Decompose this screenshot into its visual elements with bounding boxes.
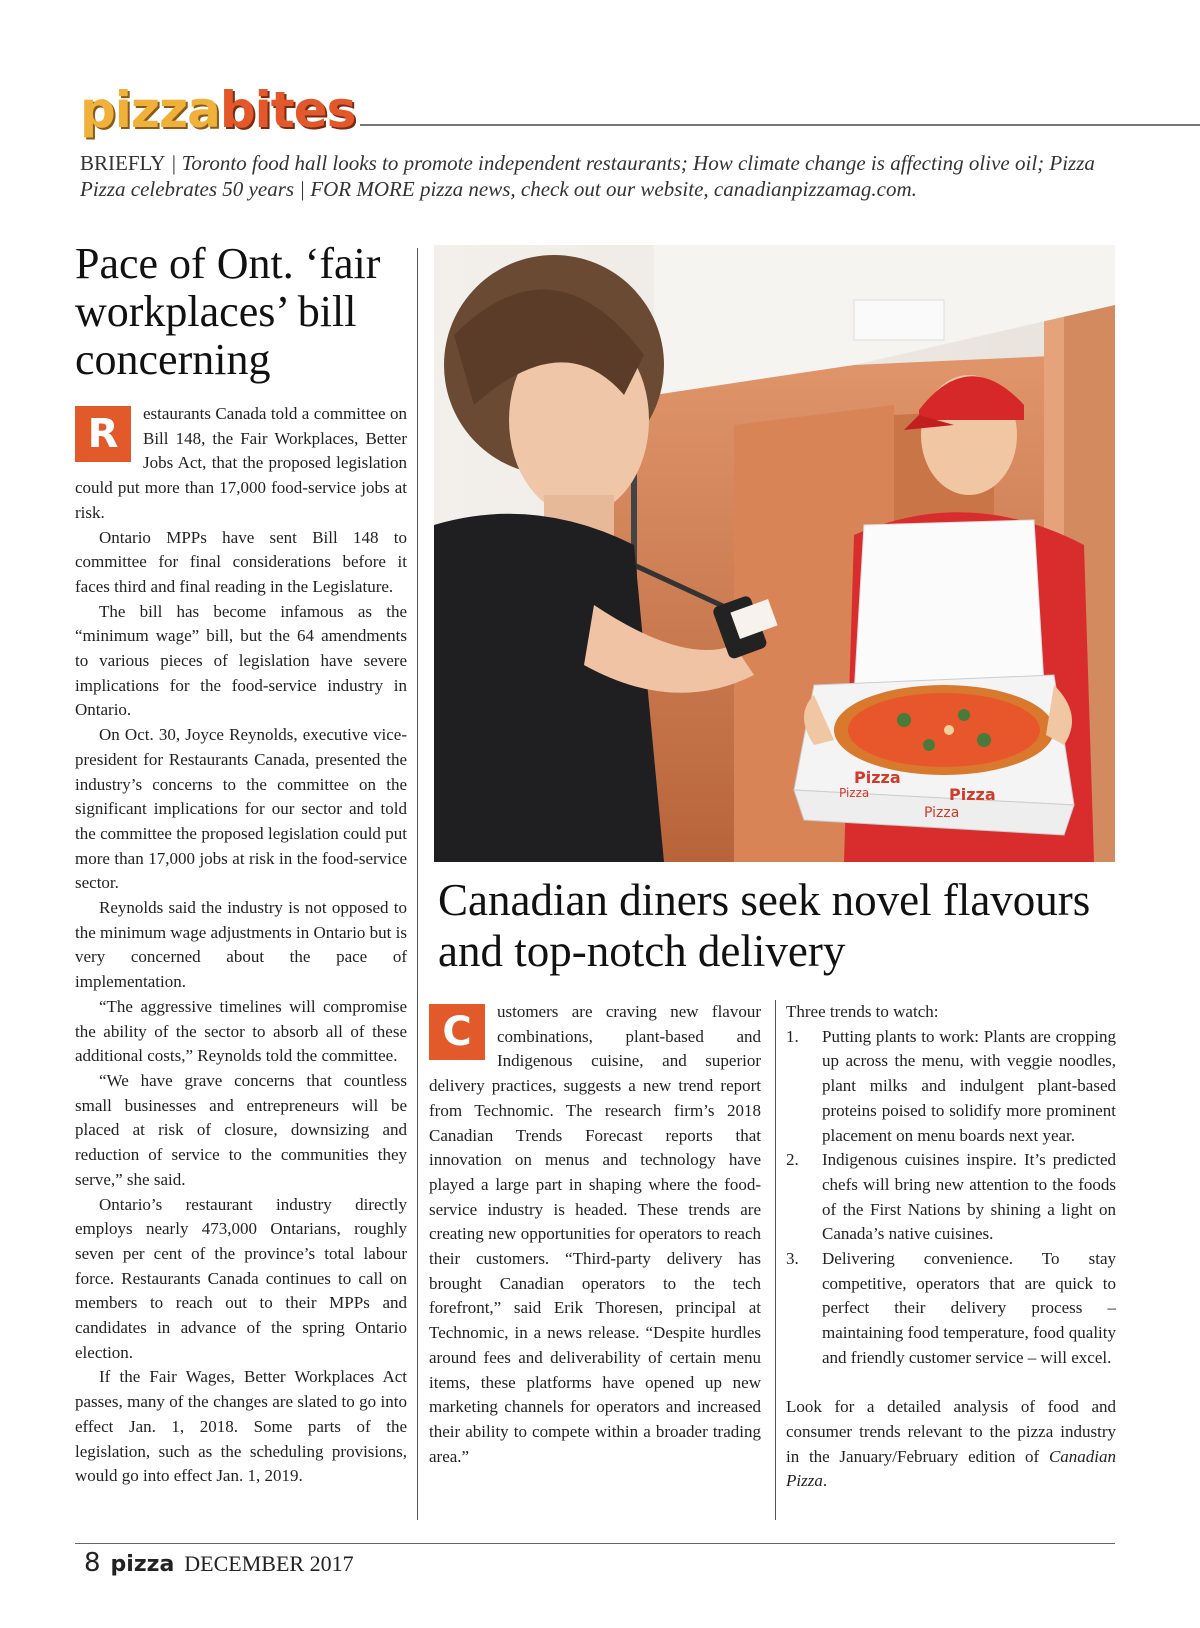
box-label: Pizza: [949, 785, 996, 804]
article2-column-1: [429, 1000, 761, 1469]
article1-body: [75, 402, 407, 1489]
box-label: Pizza: [839, 786, 870, 800]
briefly-summary: [80, 150, 1120, 202]
article1-paragraph: Ontario’s restaurant industry directly employs nearly 473,000 Ontarians, roughly seven per cent of the province’s total labour force. Restaurants Canada continues to call on members to reach out to their MPPs and candidates in advance of the spring Ontario election.: [75, 1194, 407, 1362]
column-divider: [775, 1000, 776, 1520]
box-label: Pizza: [854, 768, 901, 787]
trend-item: 2. Indigenous cuisines inspire. It’s predicted chefs will bring new attention to the foods of the First Nations by shining a light on Canada’s native cuisines.: [786, 1150, 1116, 1244]
footer-rule: [75, 1543, 1115, 1544]
article1-paragraph: R estaurants Canada told a committee on Bill 148, the Fair Workplaces, Better Jobs Act, that the proposed legislation could put more than 17,000 food-service jobs at risk.: [75, 404, 407, 522]
article1-paragraph: Ontario MPPs have sent Bill 148 to committee for final considerations before it faces third and final reading in the Legislature.: [75, 527, 407, 596]
page-footer: [84, 1548, 354, 1578]
article1-paragraph: “The aggressive timelines will compromise the ability of the sector to absorb all of these additional costs,” Reynolds told the committee.: [75, 996, 407, 1066]
closing-paragraph: Look for a detailed analysis of food and consumer trends relevant to the pizza industry in the January/February edition of Canadian Pizza.: [786, 1397, 1116, 1491]
article2-paragraph: C ustomers are craving new flavour combinations, plant-based and Indigenous cuisine, and superior delivery practices, suggests a new trend report from Technomic. The research firm’s 2018 Canadian Trends Forecast reports that innovation on menus and technology have played a large part in shaping where the food-service industry is headed. These trends are creating new opportunities for operators to reach their customers. “Third-party delivery has brought Canadian operators to the tech forefront,” said Erik Thoresen, principal at Technomic, in a news release. “Despite hurdles around fees and deliverability of certain menu items, these platforms have opened up new marketing channels for operators and increased their ability to compete within a broader trading area.”: [429, 1002, 761, 1466]
magazine-name: pizza: [110, 1552, 175, 1577]
article1-paragraph: If the Fair Wages, Better Workplaces Act passes, many of the changes are slated to go into effect Jan. 1, 2018. Some parts of the legislation, such as the scheduling provisions, would go into effect Jan. 1, 2019.: [75, 1367, 407, 1486]
dropcap-r: R: [75, 406, 131, 462]
pizzabites-logo: pizzabites: [80, 81, 356, 139]
photo-illustration: [434, 245, 1115, 862]
briefly-label: BRIEFLY: [80, 151, 166, 175]
box-label: Pizza: [924, 805, 960, 821]
trends-intro: Three trends to watch:: [786, 1002, 939, 1021]
trend-item: 3. Delivering convenience. To stay competitive, operators that are quick to perfect their delivery process – maintaining food temperature, food quality and friendly customer service – will excel.: [786, 1249, 1116, 1367]
pizza-delivery-photo: [434, 245, 1115, 862]
masthead: [80, 55, 356, 139]
article1-paragraph: The bill has become infamous as the “minimum wage” bill, but the 64 amendments to various pieces of legislation have severe implications for the food-service industry in Ontario.: [75, 601, 407, 720]
trend-item: 1. Putting plants to work: Plants are cropping up across the menu, with veggie noodles, plant milks and indulgent plant-based proteins poised to solidify more prominent placement on menu boards next year.: [786, 1026, 1116, 1145]
page-number: 8: [84, 1548, 101, 1578]
briefly-text: | Toronto food hall looks to promote independent restaurants; How climate change is affecting olive oil; Pizza Pizza celebrates 50 years | FOR MORE pizza news, check out our website, canadianpizzamag.com.: [80, 151, 1095, 201]
article2-headline: Canadian diners seek novel flavours and top-notch delivery: [438, 875, 1091, 976]
dropcap-c: C: [429, 1004, 485, 1060]
masthead-rule: [360, 124, 1200, 126]
article-fair-workplaces: [75, 240, 407, 1489]
article1-paragraph: “We have grave concerns that countless small businesses and entrepreneurs will be placed at risk of closure, downsizing and reduction of service to the communities they serve,” she said.: [75, 1070, 407, 1189]
article2-column-2: [786, 1000, 1116, 1494]
article1-paragraph: Reynolds said the industry is not opposed to the minimum wage adjustments in Ontario but is very concerned about the pace of implementation.: [75, 898, 407, 992]
article1-paragraph: On Oct. 30, Joyce Reynolds, executive vice-president for Restaurants Canada, presented the industry’s concerns to the committee on the significant implications for our sector and told the committee the proposed legislation could put more than 17,000 jobs at risk in the food-service sector.: [75, 725, 407, 893]
column-divider: [417, 248, 418, 1520]
issue-date: DECEMBER 2017: [184, 1551, 354, 1576]
article1-headline: Pace of Ont. ‘fair workplaces’ bill concerning: [75, 239, 381, 384]
